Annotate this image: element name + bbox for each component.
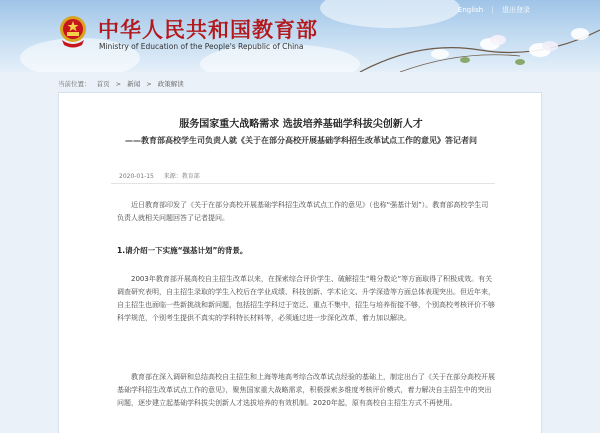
link-separator: | [491,6,494,14]
breadcrumb-separator: > [115,80,122,88]
national-emblem-icon [58,14,88,48]
article-date: 2020-01-15 [119,173,154,180]
breadcrumb [58,79,188,88]
breadcrumb-separator: > [146,80,152,88]
breadcrumb-prefix: 当前位置： [58,80,91,88]
top-links [452,5,530,15]
article-paragraph: 教育部在深入调研和总结高校自主招生和上海等地高考综合改革试点经验的基础上，制定出台了《关于在部分高校开展基础学科招生改革试点工作的意见》，聚焦国家重大战略需求，积极探索多维度考核评价模式，着力解决自主招生中的突出问题，逐步建立起基础学科拔尖创新人才选拔培养的有效机制。2020年起，原有高校自主招生方式不再使用。 [117,373,495,407]
article-panel [58,92,542,433]
article-title: 服务国家重大战略需求 选拔培养基础学科拔尖创新人才 [179,119,423,130]
article-paragraph: 近日教育部印发了《关于在部分高校开展基础学科招生改革试点工作的意见》（也称“强基计划”）。教育部高校学生司负责人就相关问题回答了记者提问。 [117,201,489,222]
logout-link[interactable]: 退出登录 [502,6,530,14]
meta-divider [111,183,495,184]
breadcrumb-news[interactable]: 新闻 [127,80,141,88]
article-meta [119,171,208,180]
magnolia-decoration [340,20,600,72]
english-link[interactable]: English [457,6,484,14]
article-paragraph: 2003年教育部开展高校自主招生改革以来，在探索综合评价学生、破解招生“唯分数论”等方面取得了积极成效。有关调查研究表明，自主招生录取的学生入校后在学业成绩、科技创新、学术论文、升学深造等方面总体表现突出。但近年来，自主招生也面临一些新挑战和新问题，包括招生学科过于宽泛、重点不集中，招生与培养衔接不够，个别高校考核评价不够科学规范，个别考生提供不真实的学科特长材料等，必须通过进一步深化改革，着力加以解决。 [117,275,495,322]
breadcrumb-home[interactable]: 首页 [96,80,110,88]
site-header [0,0,600,72]
site-title: 中华人民共和国教育部 [98,18,318,42]
section-heading: 1.请介绍一下实施“强基计划”的背景。 [117,246,248,255]
article-source: 来源：教育部 [163,173,200,180]
breadcrumb-policy[interactable]: 政策解读 [157,80,184,88]
site-subtitle: Ministry of Education of the People's Republic of China [99,42,304,51]
article-subtitle: ——教育部高校学生司负责人就《关于在部分高校开展基础学科招生改革试点工作的意见》答记者问 [125,136,477,145]
